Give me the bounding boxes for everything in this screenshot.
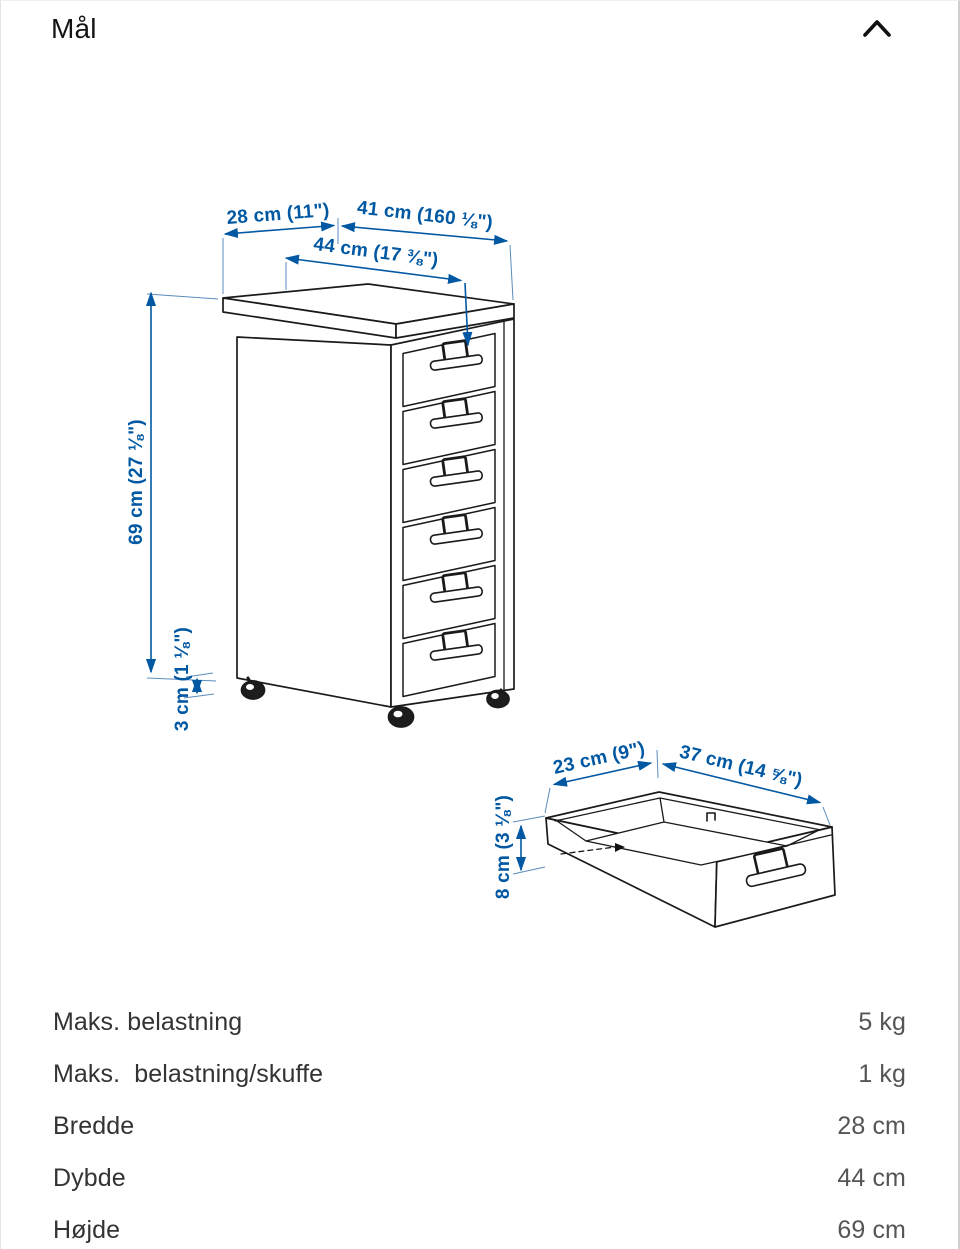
spec-row-depth bbox=[53, 1152, 906, 1204]
spec-label: Dybde bbox=[53, 1163, 126, 1192]
drawer-width-label: 23 cm (9") bbox=[551, 738, 647, 779]
cabinet-depth-label: 41 cm (160 ⅛") bbox=[355, 197, 494, 234]
cabinet-width-label: 28 cm (11") bbox=[225, 199, 331, 230]
cabinet-height-label: 69 cm (27 ⅛") bbox=[126, 419, 147, 545]
spec-label: Maks. belastning bbox=[53, 1007, 243, 1036]
spec-value: 5 kg bbox=[858, 1007, 906, 1036]
spec-value: 44 cm bbox=[837, 1163, 906, 1192]
spec-row-max-load bbox=[53, 996, 906, 1048]
spec-label: Bredde bbox=[53, 1111, 135, 1140]
spec-value: 69 cm bbox=[837, 1215, 906, 1244]
caster-height-label: 3 cm (1 ⅛") bbox=[172, 626, 193, 732]
drawer-box-drawing bbox=[546, 792, 835, 927]
spec-row-height bbox=[53, 1204, 906, 1249]
spec-value: 1 kg bbox=[858, 1059, 906, 1088]
drawer-depth-label: 37 cm (14 ⅝") bbox=[677, 741, 805, 792]
spec-row-max-load-per-drawer bbox=[53, 1048, 906, 1100]
drawer-height-label: 8 cm (3 ⅛") bbox=[493, 794, 514, 900]
spec-label: Maks. belastning/skuffe bbox=[53, 1059, 324, 1088]
spec-row-width bbox=[53, 1100, 906, 1152]
cabinet-depth-total-label: 44 cm (17 ⅜") bbox=[312, 233, 440, 272]
spec-value: 28 cm bbox=[837, 1111, 906, 1140]
cabinet-drawing bbox=[223, 284, 514, 727]
spec-label: Højde bbox=[53, 1215, 121, 1244]
specs-list bbox=[53, 996, 906, 1249]
section-title: Mål bbox=[51, 13, 97, 44]
